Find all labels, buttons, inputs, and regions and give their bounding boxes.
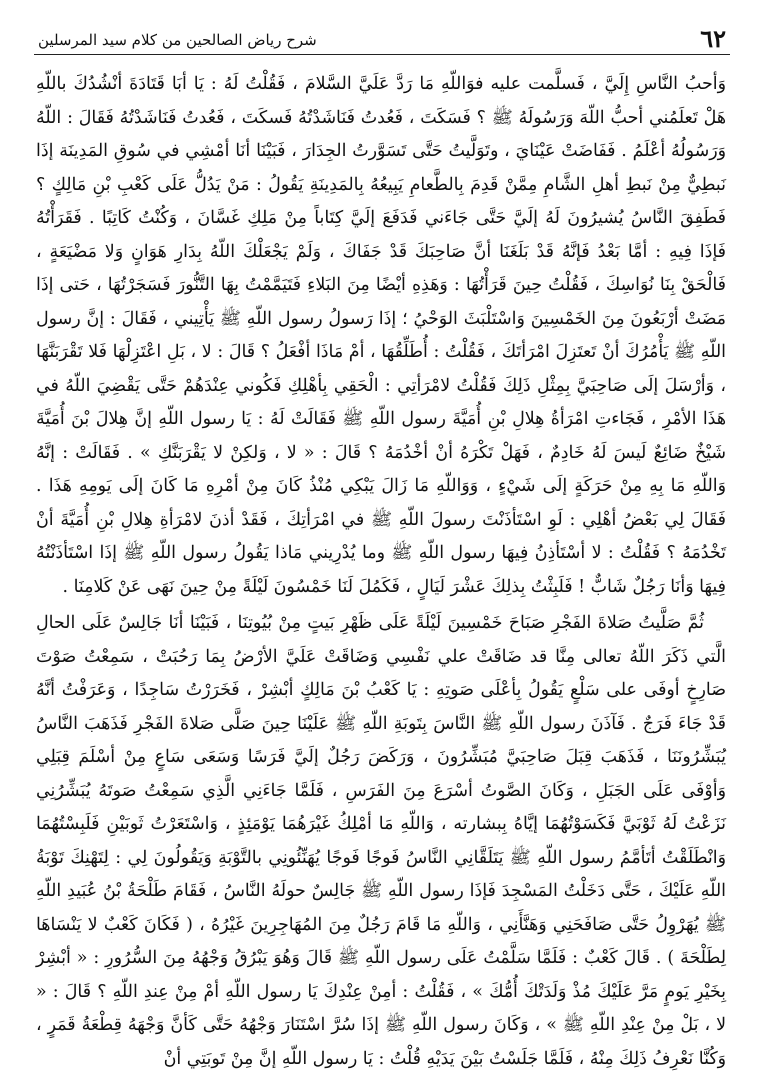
page-number: ٦٢ [700, 24, 726, 53]
running-title: شرح رياض الصالحين من كلام سيد المرسلين [38, 31, 317, 49]
paragraph: وَأحبُ النَّاسِ إِلَيَّ ، فَسلَّمت عليه فوَاللّهِ مَا رَدَّ عَلَيَّ السَّلامَ ، فَقُلْتُ لَهُ : يَا أبَا قَتَادَةَ أنْشُدُكَ باللّهِ هَلْ تَعلَمُني أحبُّ اللّهَ وَرَسُولَهُ ﷺ ؟ فَسَكَتَ ، فَعُدتُ فَنَاشَدْتُهُ فَسكَتَ ، فَعُدتُ فَنَاشَدْتُهُ فَقَالَ : اللّهُ وَرَسُولُهُ أعْلَمُ . فَفَاضَتْ عَيْنَايَ ، وتَوَلَّيتُ حَتَّى تَسَوَّرتُ الجِدَارَ ، فَبَيْنَا أنَا أمْشِي في سُوقِ المَدِينَة إذَا نَبطِيٌّ مِنْ نَبطِ أهلِ الشَّامِ مِمَّنْ قَدِمَ بِالطَّعامِ يَبِيعُهُ بِالمَدِينَةِ يَقُولُ : مَنْ يَدُلُّ عَلَى كَعْبِ بْنِ مَالِكٍ ؟ فَطَفِقَ النَّاسُ يُشيرُونَ لَهُ إلَيَّ حَتَّى جَاءَني فَدَفَعَ إلَيَّ كِتَاباً مِنْ مَلِكِ غَسَّانَ ، وَكُنْتُ كَاتِبًا . فَقَرَأْتُهُ فَإذَا فِيهِ : أمَّا بَعْدُ فَإنَّهُ قَدْ بَلَغَنَا أنَّ صَاحِبَكَ قَدْ جَفَاكَ ، وَلَمْ يَجْعَلْكَ اللّهُ بِدَارِ هَوَانٍ وَلا مَضْيَعَةٍ ، فَالْحَقْ بِنَا نُوَاسِكَ ، فَقُلْتُ حِينَ قَرَأْتُهَا : وَهَذِهِ أيْضًا مِنَ البَلاءِ فَتَيَمَّمْتُ بِهَا التَّنُّورَ فَسَجَرْتُهَا ، حَتى إذَا مَضَتْ أرْبَعُونَ مِنَ الخَمْسِينَ وَاسْتَلْبَثَ الوَحْيُ ؛ إذَا رَسولُ رسول اللّهِ ﷺ يَأْتِيني ، فَقَالَ : إنَّ رسول اللّهِ ﷺ يَأْمُرُكَ أنْ تَعتَزِلَ امْرَأتَكَ ، فَقُلْتُ : أُطَلِّقُهَا ، أمْ مَاذَا أفْعَلُ ؟ قَالَ : لا ، بَلِ اعْتَزِلْهَا فَلا تَقْرَبَنَّهَا ، وَأرْسَلَ إلَى صَاحِبَيَّ بِمِثْلِ ذَلِكَ فَقُلْتُ لامْرَأتِي : الْحَقِي بِأهْلِكِ فَكُوني عِنْدَهُمْ حَتَّى يَقْضِيَ اللّهُ في هَذَا الأمْرِ ، فَجَاءتِ امْرَأةُ هِلالِ بْنِ أُمَيَّةَ رسول اللّهِ ﷺ فَقَالَتْ لَهُ : يَا رسول اللّهِ إنَّ هِلالَ بْنَ أُمَيَّةَ شَيْخٌ ضَائِعٌ لَيسَ لَهُ خَادِمٌ ، فَهَلْ تَكْرَهُ أنْ أخْدُمَهُ ؟ قَالَ : « لا ، وَلكِنْ لا يَقْرَبَنَّكِ » . فَقَالَتْ : إنَّهُ وَاللّهِ مَا بِهِ مِنْ حَرَكَةٍ إلَى شَيْءٍ ، وَوَاللّهِ مَا زَالَ يَبْكِي مُنْذُ كَانَ مِنْ أمْرِهِ مَا كَانَ إلَى يَومِهِ هَذَا . فَقَالَ لِي بَعْضُ أهْلِي : لَوِ اسْتَأذَنْتَ رسولَ اللّهِ ﷺ في امْرَأتِكَ ، فَقَدْ أذنَ لامْرَأةِ هِلالِ بْنِ أُمَيَّةَ أنْ تَخْدُمَهُ ؟ فَقُلْتُ : لا أسْتَأذِنُ فِيهَا رسول اللّهِ ﷺ وما يُدْرِيني مَاذا يَقُولُ رسول اللّهِ ﷺ إذَا اسْتَأذَنْتُهُ فِيهَا وَأنَا رَجُلٌ شَابٌّ ! فَلَبِثْتُ بِذلِكَ عَشْرَ لَيَالٍ ، فَكَمُلَ لَنَا خَمْسُونَ لَيْلَةً مِنْ حِينَ نَهَى عَنْ كَلامِنَا . [36, 74, 726, 597]
page-header [34, 24, 730, 55]
body-text [36, 68, 726, 1076]
paragraph: ثُمَّ صَلَّيتُ صَلاةَ الفَجْرِ صَبَاحَ خَمْسِينَ لَيْلَةً عَلَى ظَهْرِ بَيتٍ مِنْ بُيُوتِنَا ، فَبَيْنَا أنَا جَالِسٌ عَلَى الحالِ الَّتي ذَكَرَ اللّهُ تعالى مِنَّا قد ضَاقَتْ علي نَفْسِي وَضَاقَتْ عَلَيَّ الأرْضُ بِمَا رَحُبَتْ ، سَمِعْتُ صَوْتَ صَارِخٍ أوفَى على سَلْعٍ يَقُولُ بِأعْلَى صَوتِهِ : يَا كَعْبُ بْنَ مَالِكٍ أبْشِرْ ، فَخَرَرْتُ سَاجِدًا ، وَعَرَفْتُ أنَّهُ قَدْ جَاءَ فَرَجٌ . فَآذَنَ رسول اللّهِ ﷺ النَّاسَ بِتَوبَةِ اللّهِ ﷺ عَلَيْنَا حِينَ صَلَّى صَلاةَ الفَجْرِ فَذَهَبَ النَّاسُ يُبَشِّرُونَنَا ، فَذَهَبَ قِبَلَ صَاحِبَيَّ مُبَشِّرُونَ ، وَرَكَضَ رَجُلٌ إلَيَّ فَرَسًا وَسَعَى سَاعٍ مِنْ أسْلَمَ قِبَلِي وَأوْفَى عَلَى الجَبَلِ ، وَكَانَ الصَّوتُ أسْرَعَ مِنَ الفَرَسِ ، فَلَمَّا جَاءَنِي الَّذِي سَمِعْتُ صَوتَهُ يُبَشِّرُنِي نَزَعْتُ لَهُ ثَوْبَيَّ فَكَسَوْتُهُمَا إيَّاهُ بِبشارته ، وَاللّهِ مَا أمْلِكُ غَيْرَهُمَا يَوْمَئِذٍ ، وَاسْتَعَرْتُ ثَوبَيْنِ فَلَبِسْتُهُمَا وَانْطَلَقْتُ أتَأمَّمُ رسول اللّهِ ﷺ يَتَلَقَّانِي النَّاسُ فَوجًا فَوجًا يُهَنِّئُونِي بالتَّوْبَةِ وَيَقُولُونَ لِي : لِتَهْنِكَ تَوْبَةُ اللّهِ عَلَيْكَ ، حَتَّى دَخَلْتُ المَسْجِدَ فَإذَا رسول اللّهِ ﷺ جَالِسٌ حولَهُ النَّاسُ ، فَقَامَ طَلْحَةُ بْنُ عُبَيدِ اللّهِ ﷺ يُهَرْوِلُ حَتَّى صَافَحَنِي وَهَنَّأَنِي ، وَاللّهِ مَا قَامَ رَجُلٌ مِنَ المُهَاجِرِينَ غَيْرُهُ ، ( فَكَانَ كَعْبٌ لا يَنْسَاهَا لِطَلْحَةَ ) . قَالَ كَعْبٌ : فَلَمَّا سَلَّمْتُ عَلَى رسول اللّهِ ﷺ قَالَ وَهُوَ يَبْرُقُ وَجْهُهُ مِنَ السُّرُورِ : « أبْشِرْ بِخَيْرِ يَومٍ مَرَّ عَلَيْكَ مُذْ وَلَدَتْكَ أُمُّكَ » ، فَقُلْتُ : أمِنْ عِنْدِكَ يَا رسول اللّهِ أمْ مِنْ عِندِ اللّهِ ؟ قَالَ : « لا ، بَلْ مِنْ عِنْدِ اللّهِ ﷺ » ، وَكَانَ رسول اللّهِ ﷺ إذَا سُرَّ اسْتَنَارَ وَجْهُهُ حَتَّى كَأنَّ وَجْهَهُ قِطْعَةُ قَمَرٍ ، وَكُنَّا نَعْرِفُ ذَلِكَ مِنْهُ ، فَلَمَّا جَلَسْتُ بَيْنَ يَدَيْهِ قُلْتُ : يَا رسول اللّهِ إنَّ مِنْ تَوبَتِي أنْ [36, 613, 726, 1069]
